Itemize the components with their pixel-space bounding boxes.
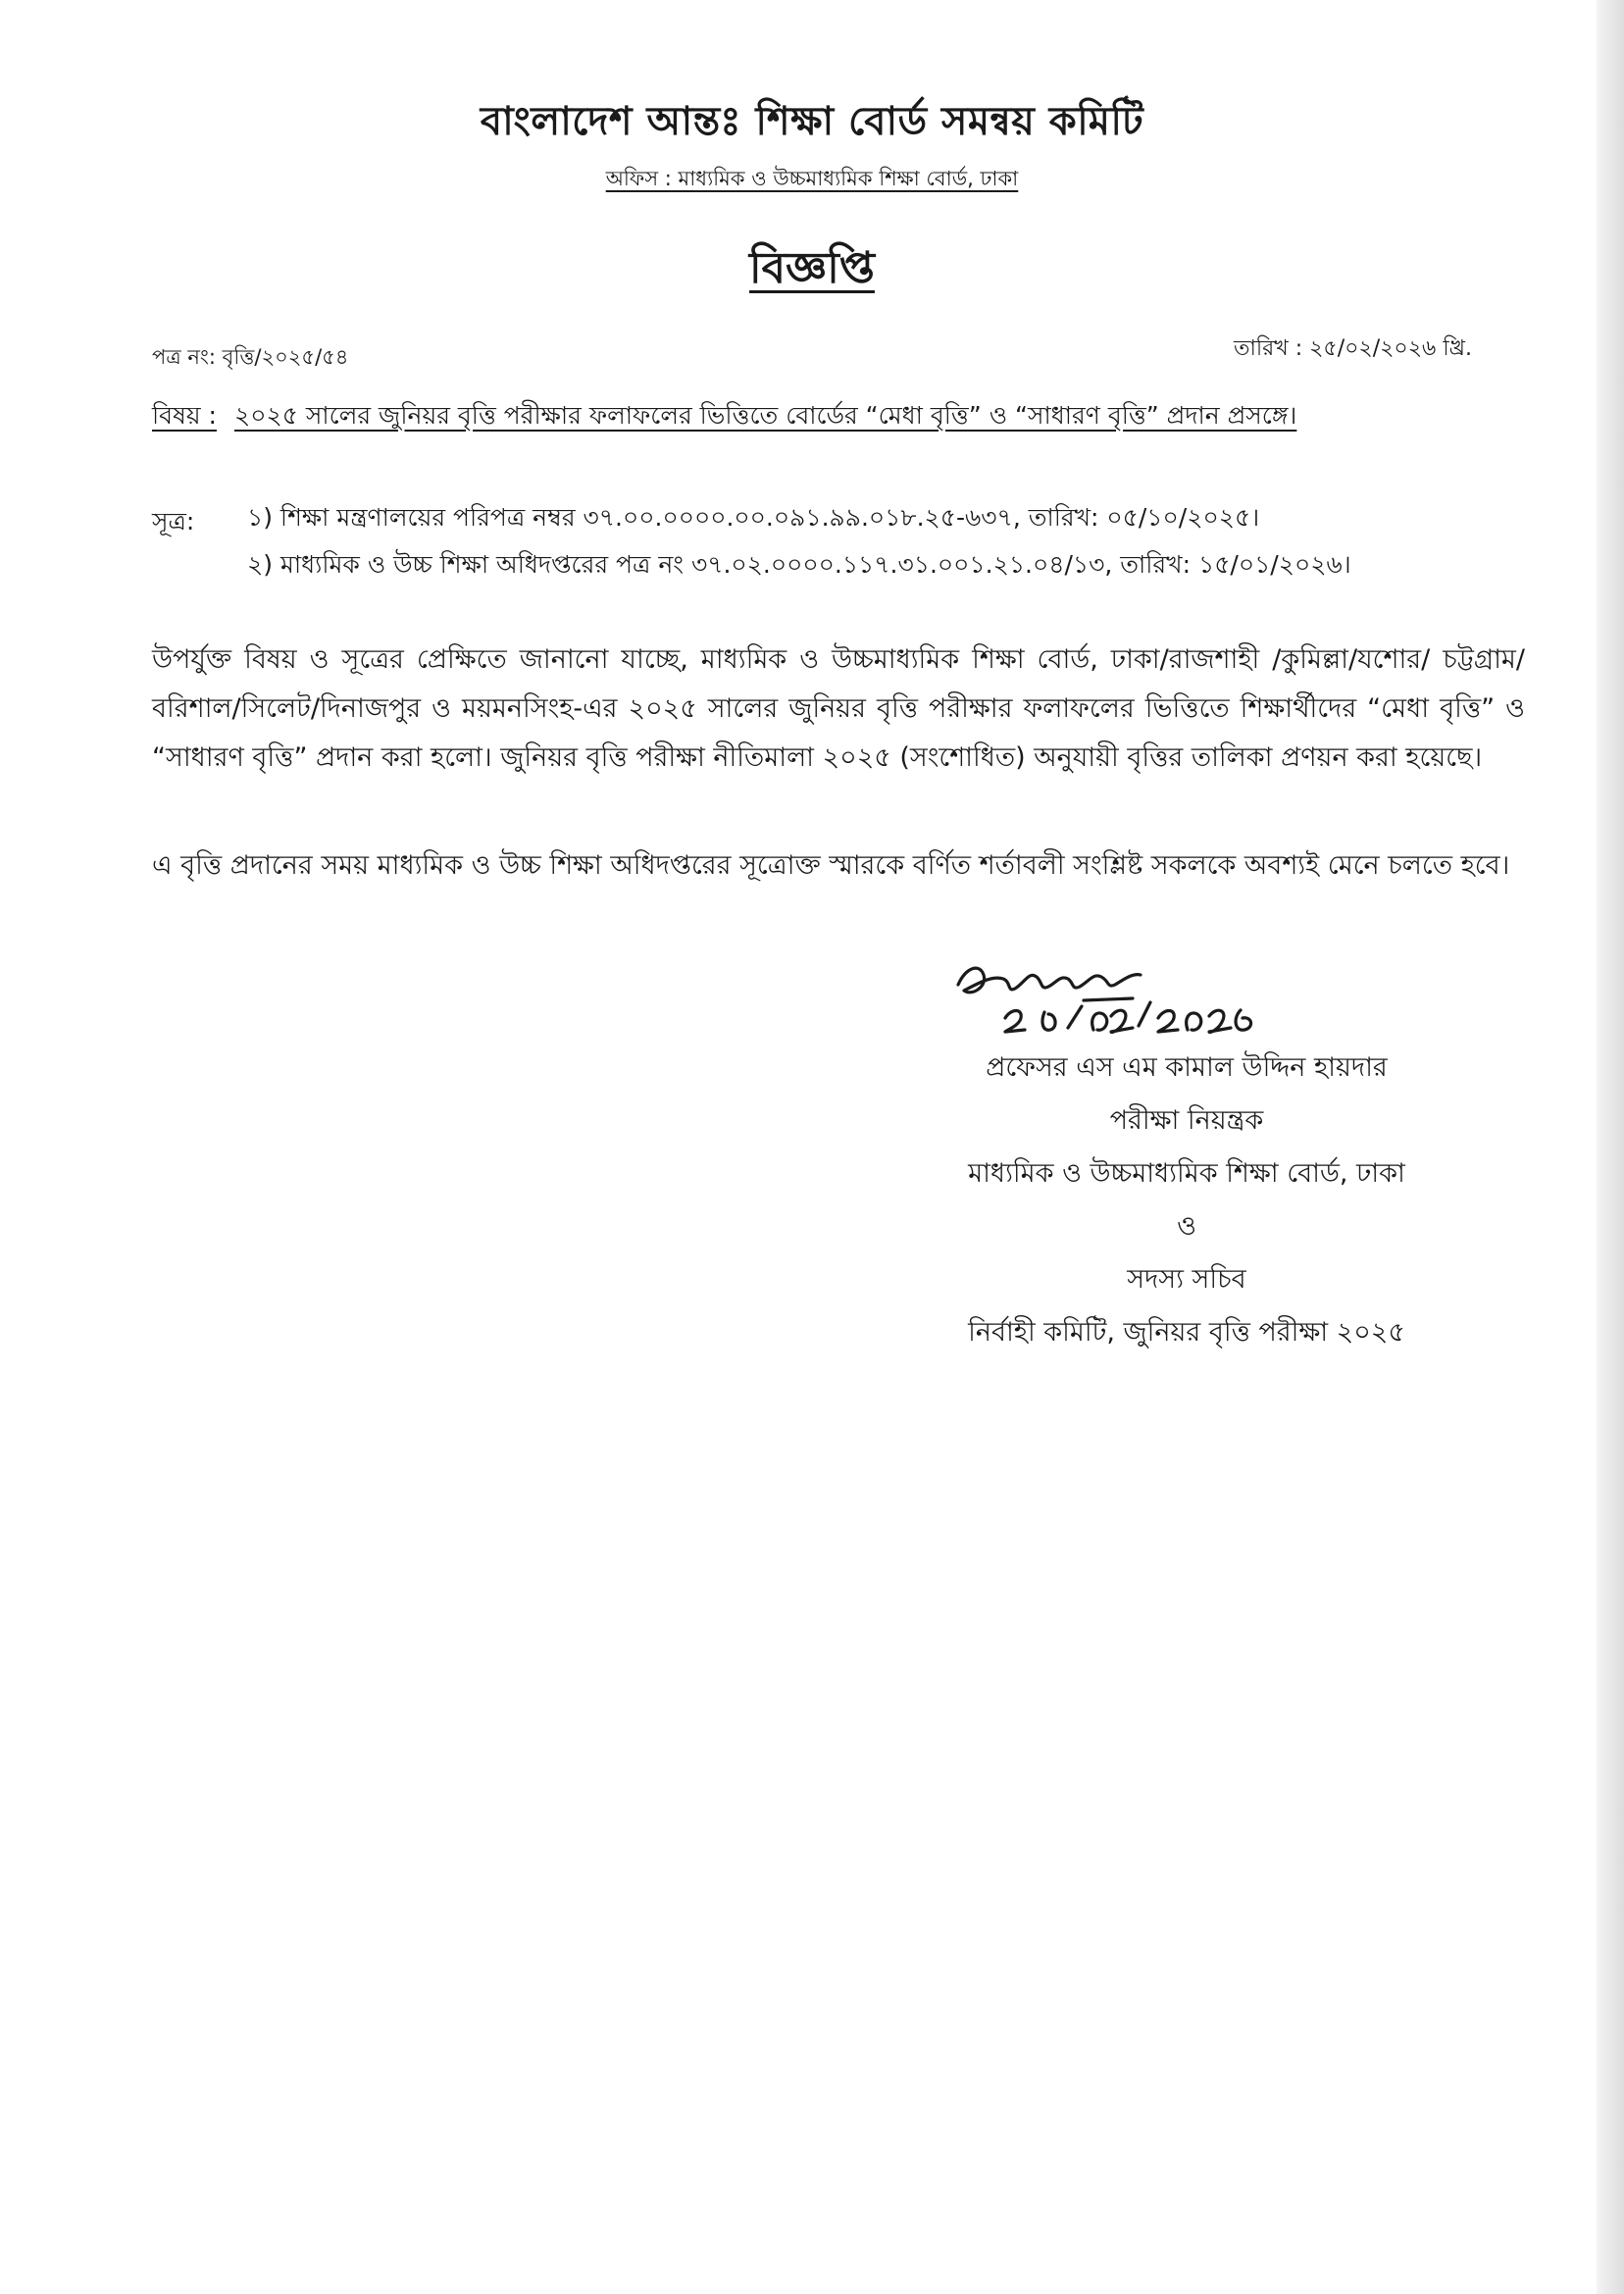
reference-item: ১) শিক্ষা মন্ত্রণালয়ের পরিপত্র নম্বর ৩৭.০০.০০০০.০০.০৯১.৯৯.০১৮.২৫-৬৩৭, তারিখ: ০৫/১০/২০২৫। (247, 503, 1260, 532)
subject-line (152, 396, 1296, 438)
office-text: অফিস : মাধ্যমিক ও উচ্চমাধ্যমিক শিক্ষা বোর্ড, ঢাকা (605, 167, 1019, 190)
subject-label: বিষয় : (152, 401, 217, 430)
signatory-designation: পরীক্ষা নিয়ন্ত্রক (1109, 1105, 1264, 1136)
notice-title (0, 235, 1624, 307)
office-line (0, 163, 1624, 197)
body-paragraph: এ বৃত্তি প্রদানের সময় মাধ্যমিক ও উচ্চ শিক্ষা অধিদপ্তরের সূত্রোক্ত স্মারকে বর্ণিত শর্তাবলী সংশ্লিষ্ট সকলকে অবশ্যই মেনে চলতে হবে। (152, 850, 1510, 881)
memo-number: পত্র নং: বৃত্তি/২০২৫/৫৪ (152, 345, 349, 369)
page-edge-shadow (1597, 0, 1624, 2294)
organization-title: বাংলাদেশ আন্তঃ শিক্ষা বোর্ড সমন্বয় কমিটি (480, 99, 1144, 144)
subject-text: ২০২৫ সালের জুনিয়র বৃত্তি পরীক্ষার ফলাফলের ভিত্তিতে বোর্ডের “মেধা বৃত্তি” ও “সাধারণ বৃত্তি” প্রদান প্রসঙ্গে। (233, 401, 1297, 430)
signatory-conjunction: ও (1177, 1211, 1196, 1242)
reference-item: ২) মাধ্যমিক ও উচ্চ শিক্ষা অধিদপ্তরের পত্র নং ৩৭.০২.০০০০.১১৭.৩১.০০১.২১.০৪/১৩, তারিখ: ১৫/০১/২০২৬। (247, 550, 1351, 579)
body-paragraph: উপর্যুক্ত বিষয় ও সূত্রের প্রেক্ষিতে জানানো যাচ্ছে, মাধ্যমিক ও উচ্চমাধ্যমিক শিক্ষা বোর্ড, ঢাকা/রাজশাহী /কুমিল্লা/যশোর/ চট্টগ্রাম/বরিশাল/সিলেট/দিনাজপুর ও ময়মনসিংহ-এর ২০২৫ সালের জুনিয়র বৃত্তি পরীক্ষার ফলাফলের ভিত্তিতে শিক্ষার্থীদের “মেধা বৃত্তি” ও “সাধারণ বৃত্তি” প্রদান করা হলো। জুনিয়র বৃত্তি পরীক্ষা নীতিমালা ২০২৫ (সংশোধিত) অনুযায়ী বৃত্তির তালিকা প্রণয়ন করা হয়েছে। (152, 644, 1525, 773)
signatory-committee: নির্বাহী কমিটি, জুনিয়র বৃত্তি পরীক্ষা ২০২৫ (968, 1317, 1405, 1348)
references-label: সূত্র: (152, 507, 195, 535)
signatory-name: প্রফেসর এস এম কামাল উদ্দিন হায়দার (986, 1052, 1388, 1083)
notice-date: তারিখ : ২৫/০২/২০২৬ খ্রি. (1233, 336, 1472, 361)
notice-title-text: বিজ্ঞপ্তি (749, 243, 875, 293)
handwritten-signature (946, 945, 1299, 1055)
signatory-role: সদস্য সচিব (1127, 1264, 1246, 1295)
signatory-organization: মাধ্যমিক ও উচ্চমাধ্যমিক শিক্ষা বোর্ড, ঢাকা (968, 1158, 1405, 1189)
